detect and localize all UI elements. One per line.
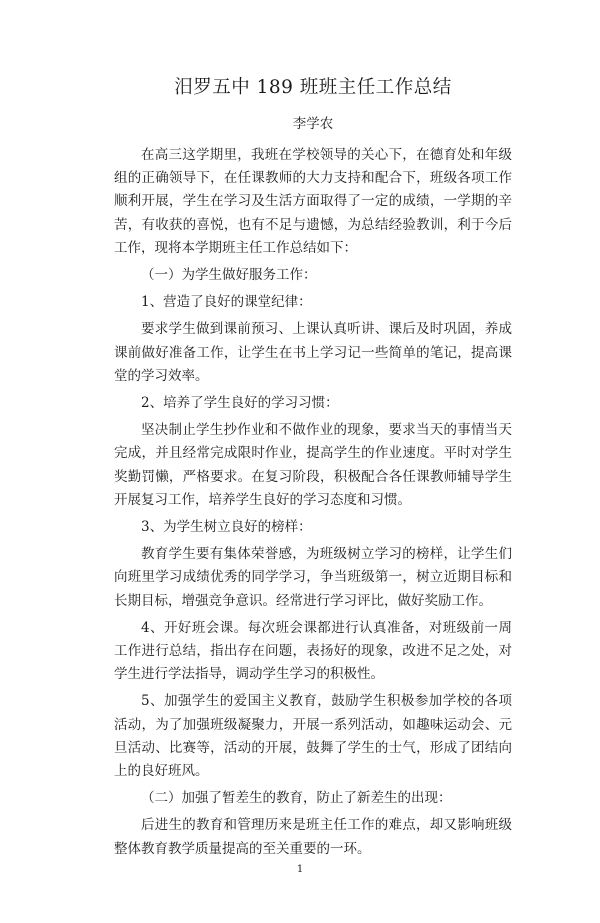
paragraph-intro: 在高三这学期里，我班在学校领导的关心下，在德育处和年级组的正确领导下，在任课教师的大力支持和配合下，班级各项工作顺利开展，学生在学习及生活方面取得了一定的成绩，一学期的辛苦，有收获的喜悦，也有不足与遗憾，为总结经验教训，利于今后工作，现将本学期班主任工作总结如下： [114, 147, 512, 256]
paragraph-item-5: 5、加强学生的爱国主义教育，鼓励学生积极参加学校的各项活动，为了加强班级凝聚力，开展一系列活动，如趣味运动会、元旦活动、比赛等，活动的开展，鼓舞了学生的士气，形成了团结向上的良好班风。 [114, 693, 512, 780]
section-heading-1: （一）为学生做好服务工作： [141, 267, 317, 284]
document-author: 李学农 [292, 116, 334, 132]
item-heading-2: 2、培养了学生良好的学习习惯： [141, 395, 339, 412]
page-number: 1 [296, 864, 304, 875]
paragraph-section-2: 后进生的教育和管理历来是班主任工作的难点，却又影响班级整体教育教学质量提高的至关重要的一环。 [114, 817, 512, 857]
paragraph-item-2: 坚决制止学生抄作业和不做作业的现象，要求当天的事情当天完成，并且经常完成限时作业，提高学生的作业速度。平时对学生奖勤罚懒，严格要求。在复习阶段，积极配合各任课教师辅导学生开展复习工作，培养学生良好的学习态度和习惯。 [114, 422, 512, 508]
document-body [114, 144, 512, 861]
item-heading-1: 1、营造了良好的课堂纪律： [141, 294, 312, 311]
document-title: 汨罗五中 189 班班主任工作总结 [174, 77, 452, 98]
paragraph-item-1: 要求学生做到课前预习、上课认真听讲、课后及时巩固，养成课前做好准备工作，让学生在书上学习记一些简单的笔记，提高课堂的学习效率。 [114, 321, 512, 384]
item-heading-3: 3、为学生树立良好的榜样： [141, 519, 312, 536]
paragraph-item-3: 教育学生要有集体荣誉感，为班级树立学习的榜样，让学生们向班里学习成绩优秀的同学学习，争当班级第一，树立近期目标和长期目标，增强竞争意识。经常进行学习评比，做好奖励工作。 [114, 546, 512, 609]
section-heading-2: （二）加强了暂差生的教育，防止了新差生的出现： [141, 790, 452, 807]
paragraph-item-4: 4、开好班会课。每次班会课都进行认真准备，对班级前一周工作进行总结，指出存在问题，表扬好的现象，改进不足之处，对学生进行学法指导，调动学生学习的积极性。 [114, 619, 512, 683]
document-page [0, 74, 600, 923]
